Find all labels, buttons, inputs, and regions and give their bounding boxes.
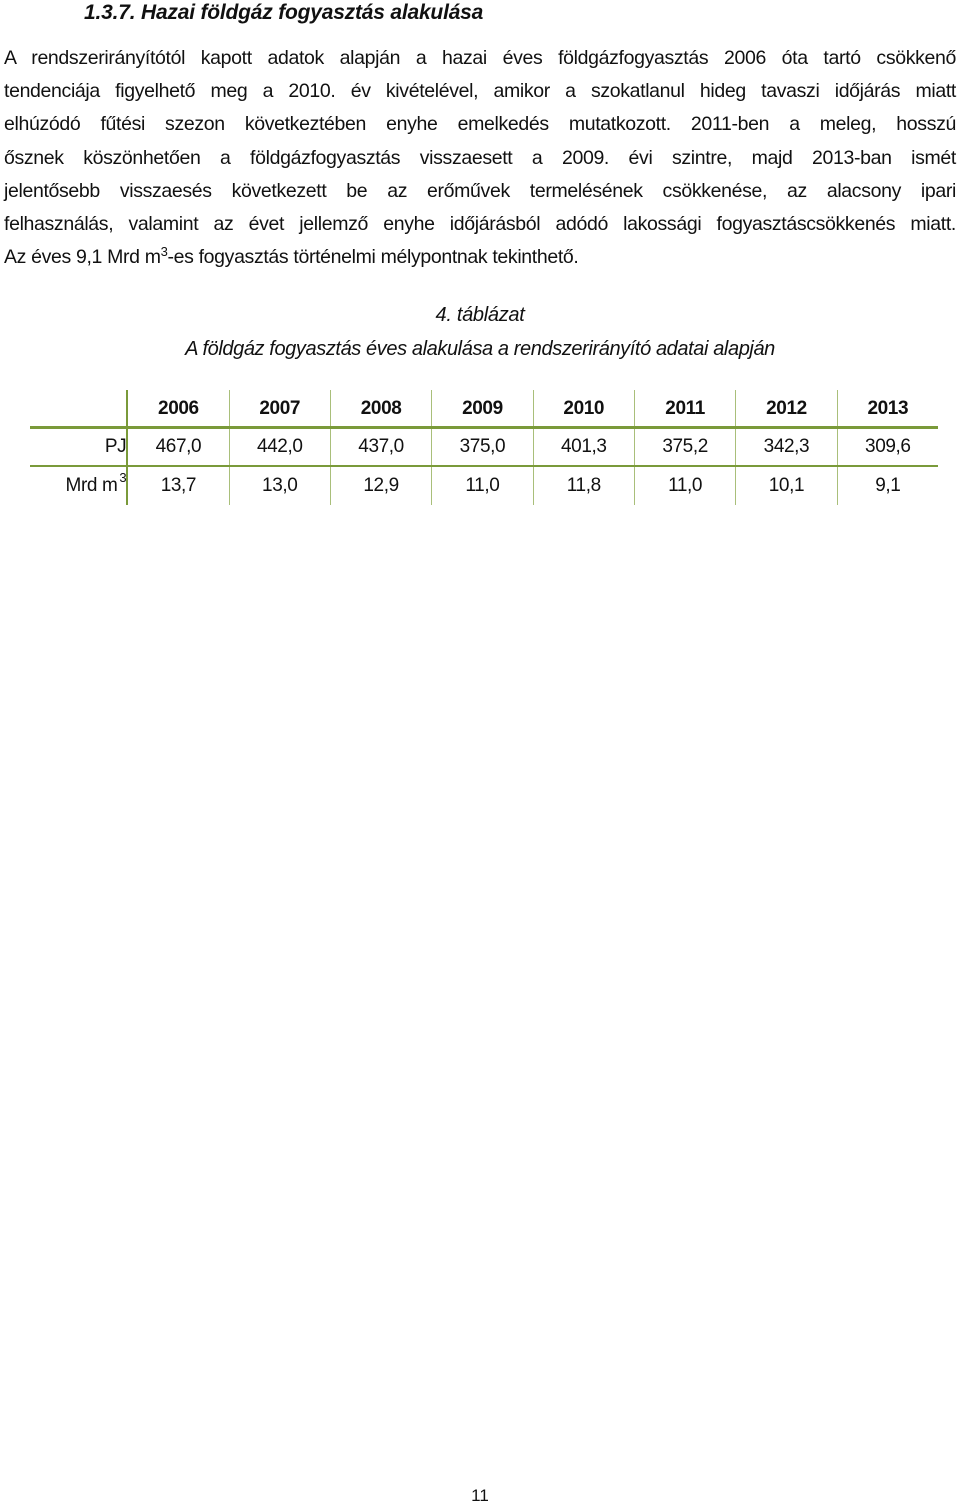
body-paragraph [4, 42, 956, 274]
table-cell: 11,8 [533, 466, 634, 505]
table-caption: A földgáz fogyasztás éves alakulása a rendszerirányító adatai alapján [185, 338, 775, 360]
year-header: 2010 [533, 390, 634, 428]
table-cell: 11,0 [432, 466, 533, 505]
table-cell: 309,6 [837, 428, 938, 467]
year-header: 2009 [432, 390, 533, 428]
paragraph-text: -es fogyasztás történelmi mélypontnak tekinthető. [167, 246, 579, 269]
superscript: 3 [160, 244, 168, 260]
year-header: 2006 [127, 390, 229, 428]
row-label [30, 466, 127, 505]
paragraph-text: Az éves 9,1 Mrd m [4, 246, 161, 269]
table-cell: 13,7 [127, 466, 229, 505]
table-row-mrd-m3 [30, 466, 938, 505]
table-cell: 9,1 [875, 475, 901, 496]
table-cell: 10,1 [736, 466, 837, 505]
table-corner-cell [30, 390, 127, 428]
table-cell: 442,0 [229, 428, 330, 467]
table-cell: 375,0 [432, 428, 533, 467]
table-cell: 12,9 [330, 466, 431, 505]
table-cell: 375,2 [634, 428, 735, 467]
row-label [30, 428, 127, 467]
table-row-pj [30, 428, 938, 467]
row-label-text: PJ [104, 436, 127, 457]
table-cell: 11,0 [634, 466, 735, 505]
table-number: 4. táblázat [435, 304, 525, 326]
table-cell: 401,3 [533, 428, 634, 467]
paragraph-line: felhasználás, valamint az évet jellemző enyhe időjárásból adódó lakossági fogyasztáscsökkenés miatt. [4, 213, 956, 236]
page-number: 11 [471, 1486, 489, 1505]
paragraph-line: jelentősebb visszaesés következett be az erőművek termelésének csökkenése, az alacsony ipari [4, 179, 956, 202]
table-header-row [30, 390, 938, 428]
year-header: 2011 [634, 390, 735, 428]
paragraph-line: ősznek köszönhetően a földgázfogyasztás visszaesett a 2009. évi szintre, majd 2013-ban ismét [4, 146, 956, 169]
year-header: 2007 [229, 390, 330, 428]
paragraph-line-last [4, 241, 956, 274]
section-heading: 1.3.7. Hazai földgáz fogyasztás alakulása [84, 1, 484, 24]
superscript: 3 [119, 470, 127, 485]
paragraph-line: elhúzódó fűtési szezon következtében enyhe emelkedés mutatkozott. 2011-ben a meleg, hosszú [4, 113, 956, 136]
year-header: 2012 [736, 390, 837, 428]
year-header: 2013 [837, 390, 938, 428]
table-cell: 342,3 [736, 428, 837, 467]
table-cell: 437,0 [330, 428, 431, 467]
year-header: 2008 [330, 390, 431, 428]
paragraph-line: tendenciája figyelhető meg a 2010. év kivételével, amikor a szokatlanul hideg tavaszi időjárás miatt [4, 80, 956, 103]
table-cell: 13,0 [229, 466, 330, 505]
consumption-table [30, 390, 938, 505]
row-label-text: Mrd m [65, 475, 118, 496]
table-cell: 467,0 [127, 428, 229, 467]
paragraph-line: A rendszerirányítótól kapott adatok alapján a hazai éves földgázfogyasztás 2006 óta tartó csökkenő [4, 47, 956, 69]
